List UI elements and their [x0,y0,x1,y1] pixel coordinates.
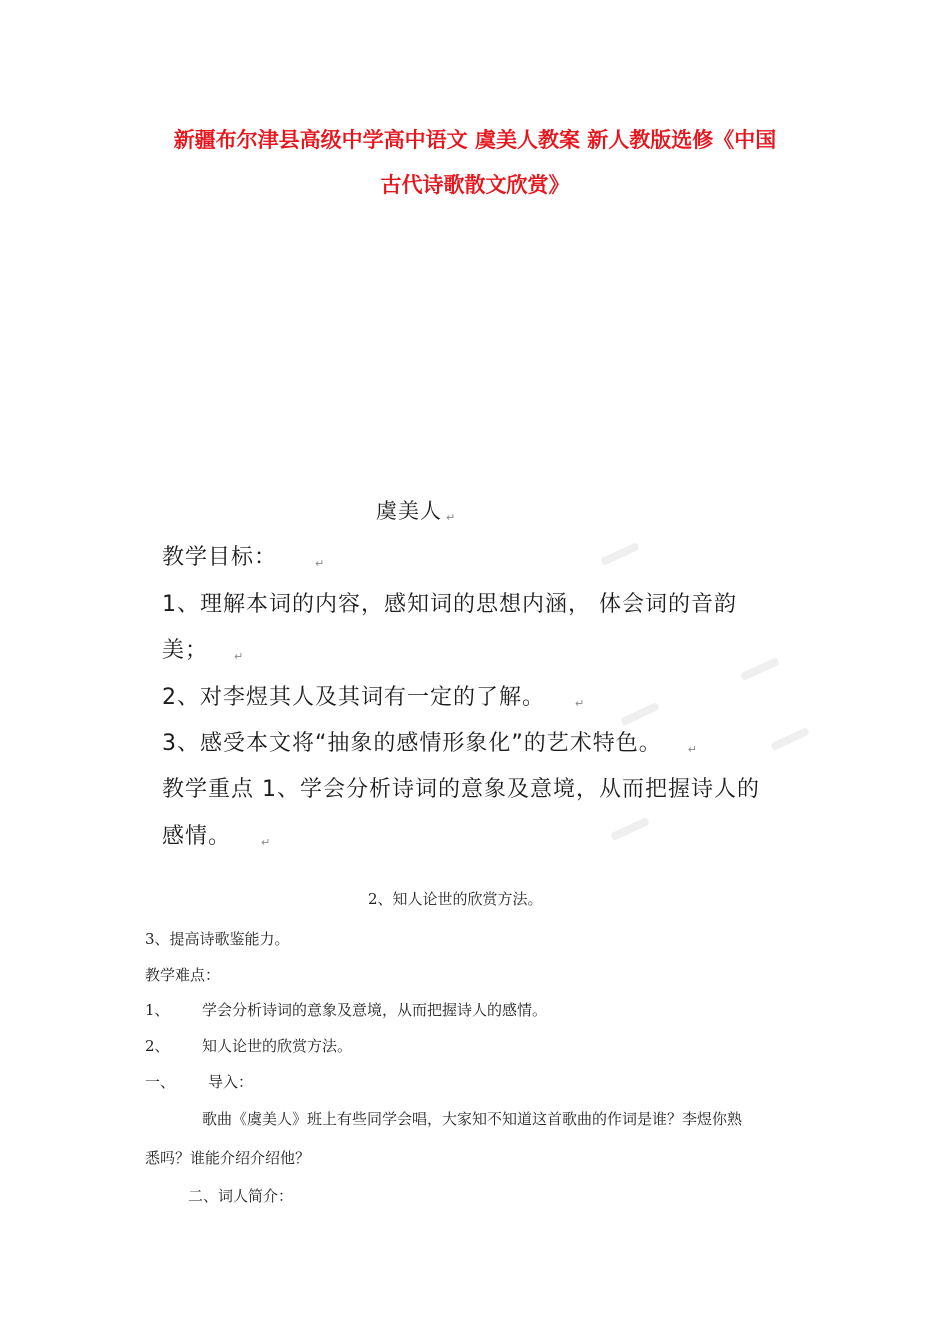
scan-line-key-points [162,772,760,803]
watermark-mark [610,817,650,841]
scan-title [376,495,456,525]
watermark-mark [740,657,780,681]
body-line: 二、词人简介： [188,1187,294,1205]
paragraph-mark-icon: ↵ [446,511,457,524]
scan-line-objective-2 [162,680,585,711]
body-line: 知人论世的欣赏方法。 [202,1037,353,1055]
paragraph-mark-icon: ↵ [234,650,245,663]
page-title-line-1: 新疆布尔津县高级中学高中语文 虞美人教案 新人教版选修《中国 [173,128,777,152]
scan-line-text: 3、感受本文将“抽象的感情形象化”的艺术特色。 [162,731,662,756]
scan-line-key-points-cont [162,819,271,850]
body-line: 悉吗？谁能介绍介绍他？ [145,1149,311,1167]
scan-line-text: 2、对李煜其人及其词有一定的了解。 [162,685,545,710]
watermark-mark [600,542,640,566]
scan-line-text: 1、理解本词的内容，感知词的思想内涵， 体会词的音韵 [162,592,737,617]
scan-title-text: 虞美人 [376,499,442,523]
body-line: 2、知人论世的欣赏方法。 [368,890,543,908]
page-title [120,118,830,208]
scan-line-text: 美； [162,638,209,663]
body-line: 1、 [145,1001,170,1019]
body-line: 教学难点： [145,966,221,984]
body-line: 一、 [145,1073,176,1091]
scan-line-objectives-heading [162,540,325,571]
watermark-mark [620,702,660,726]
scan-line-text: 教学重点 1、学会分析诗词的意象及意境，从而把握诗人的 [162,777,760,802]
paragraph-mark-icon: ↵ [575,697,586,710]
paragraph-mark-icon: ↵ [315,557,326,570]
scanned-image-block [0,480,950,860]
page-title-line-2: 古代诗歌散文欣赏》 [380,173,570,197]
scan-line-text: 感情。 [162,824,232,849]
body-line: 学会分析诗词的意象及意境，从而把握诗人的感情。 [202,1001,548,1019]
body-line: 3、提高诗歌鉴能力。 [145,930,290,948]
body-line: 导入： [208,1073,254,1091]
scan-line-text: 教学目标： [162,545,278,570]
scan-line-objective-1 [162,587,737,618]
paragraph-mark-icon: ↵ [687,743,699,756]
scan-line-objective-1-cont [162,633,244,664]
body-line: 歌曲《虞美人》班上有些同学会唱，大家知不知道这首歌曲的作词是谁？李煜你熟 [202,1110,743,1128]
scan-line-objective-3 [162,726,698,757]
paragraph-mark-icon: ↵ [261,836,272,849]
body-line: 2、 [145,1037,170,1055]
watermark-mark [770,727,810,751]
